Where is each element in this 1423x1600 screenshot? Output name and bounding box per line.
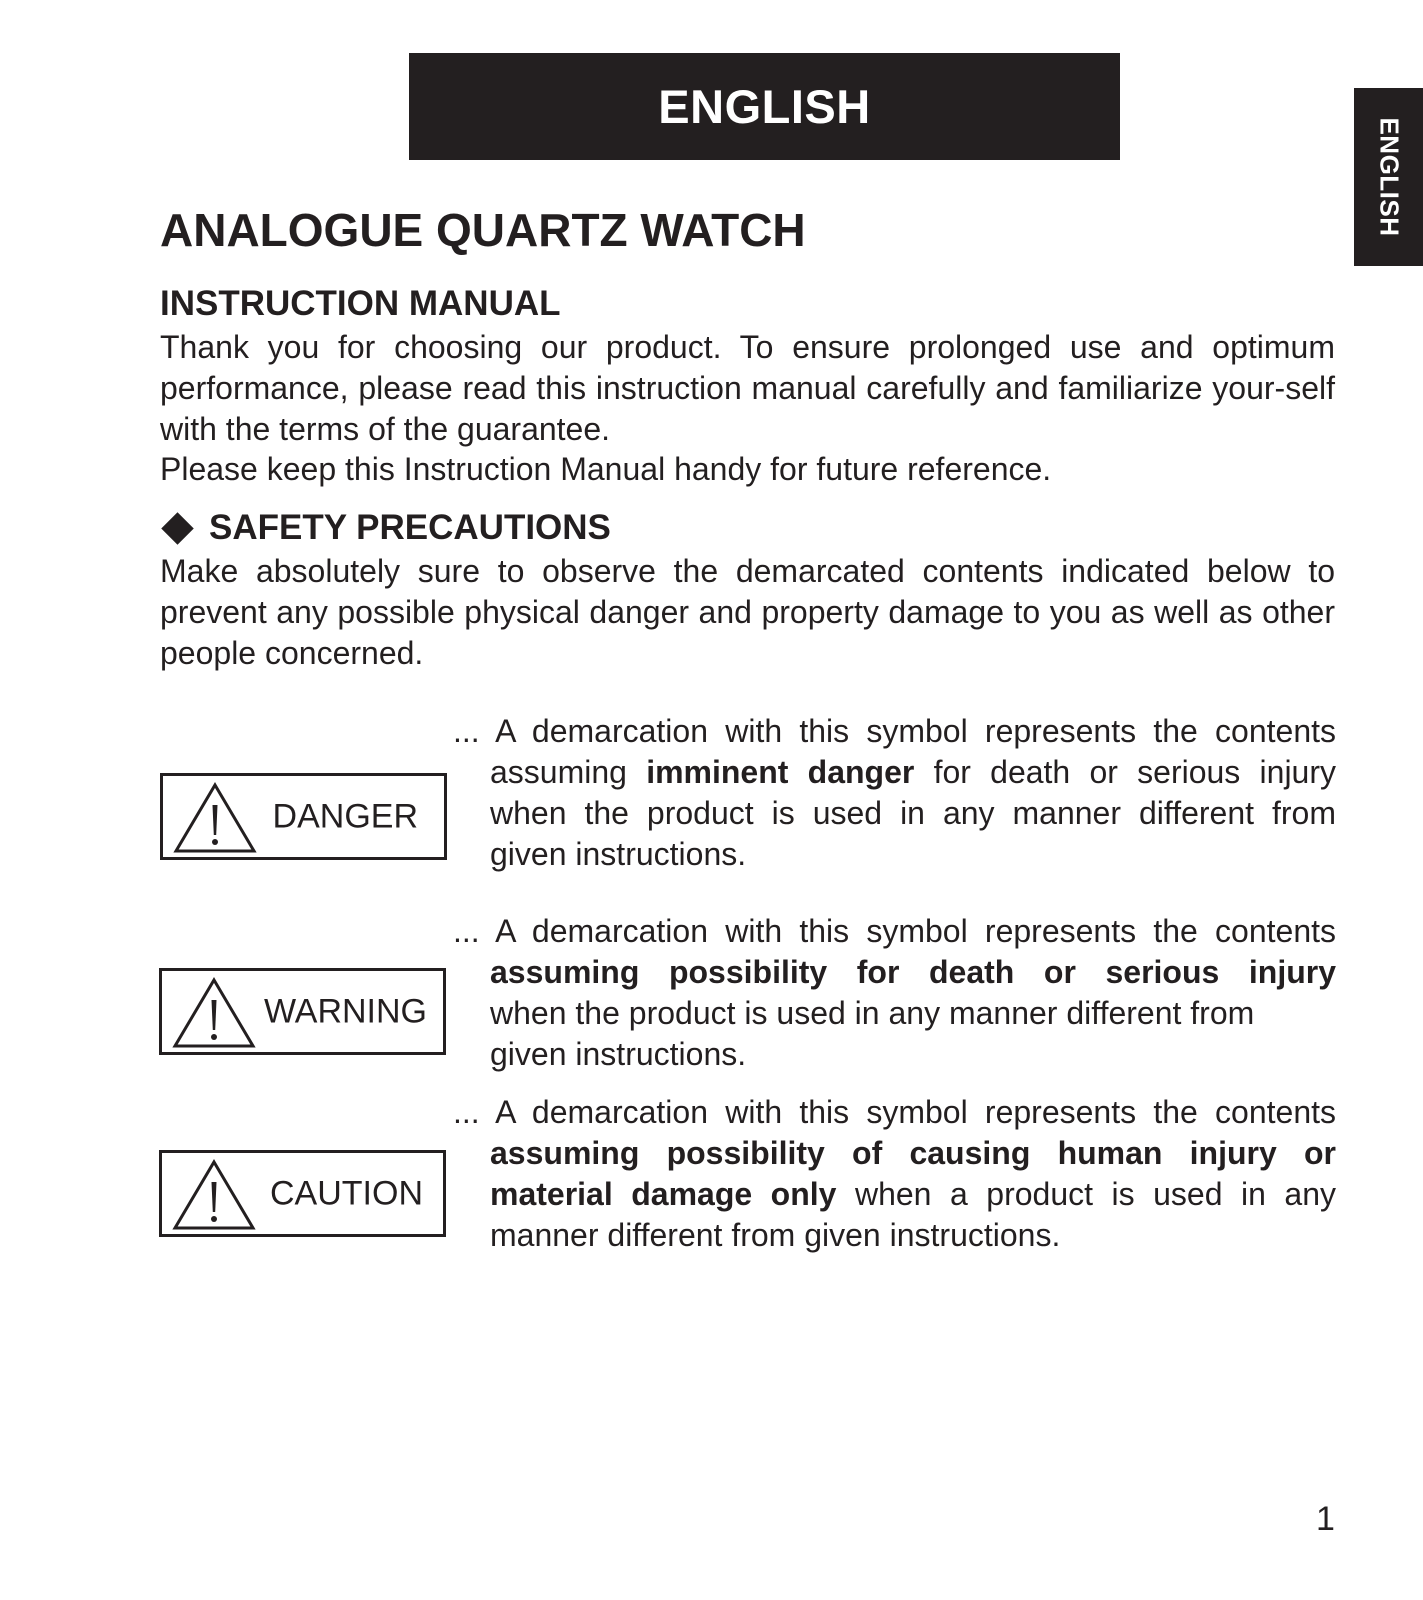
danger-description <box>490 752 1336 875</box>
safety-heading-text: SAFETY PRECAUTIONS <box>209 508 611 547</box>
warning-notice-box <box>159 968 446 1055</box>
warning-lead-text: ... A demarcation with this symbol represents the contents <box>453 913 1336 949</box>
caution-notice-text <box>453 1092 1336 1256</box>
safety-precautions-heading <box>160 508 611 548</box>
danger-lead-text: ... A demarcation with this symbol represents the contents <box>453 713 1336 749</box>
danger-emphasis: imminent danger <box>646 754 915 790</box>
safety-paragraph: Make absolutely sure to observe the demarcated contents indicated below to prevent any possible physical danger and property damage to you as well as other people concerned. <box>160 553 1335 671</box>
keep-manual-paragraph: Please keep this Instruction Manual handy for future reference. <box>160 451 1052 487</box>
warning-emphasis: assuming possibility for death or serious injury <box>490 954 1336 990</box>
warning-triangle-icon <box>172 1158 256 1232</box>
warning-label: WARNING <box>263 992 427 1030</box>
danger-notice-box <box>160 773 447 860</box>
caution-description <box>490 1133 1336 1256</box>
language-banner <box>409 53 1120 160</box>
warning-triangle-icon <box>173 781 257 855</box>
danger-post-text: for death or serious injury when the product is used in any manner different from given instructions. <box>490 754 1337 872</box>
warning-description <box>490 952 1336 1075</box>
page-number: 1 <box>1316 1500 1335 1538</box>
danger-notice-text <box>453 711 1336 875</box>
caution-label: CAUTION <box>270 1174 423 1212</box>
instruction-manual-heading: INSTRUCTION MANUAL <box>160 284 561 323</box>
side-tab-label: ENGLISH <box>1374 117 1404 237</box>
diamond-bullet-icon <box>161 512 194 545</box>
danger-label: DANGER <box>272 797 418 835</box>
page-title: ANALOGUE QUARTZ WATCH <box>160 204 806 256</box>
caution-notice-box <box>159 1150 446 1237</box>
caution-emphasis: assuming possibility of causing human injury or material damage only <box>490 1135 1336 1212</box>
danger-pre-text: assuming <box>490 754 647 790</box>
warning-triangle-icon <box>172 976 256 1050</box>
caution-lead-text: ... A demarcation with this symbol represents the contents <box>453 1094 1336 1130</box>
warning-post-text: when the product is used in any manner different from given instructions. <box>490 995 1255 1072</box>
intro-paragraph: Thank you for choosing our product. To ensure prolonged use and optimum performance, please read this instruction manual carefully and familiarize your-self with the terms of the guarantee. <box>160 329 1335 447</box>
caution-post-text: when a product is used in any manner different from given instructions. <box>490 1176 1337 1253</box>
language-banner-label: ENGLISH <box>658 80 871 133</box>
language-side-tab[interactable] <box>1354 88 1423 266</box>
warning-notice-text <box>453 911 1336 1075</box>
